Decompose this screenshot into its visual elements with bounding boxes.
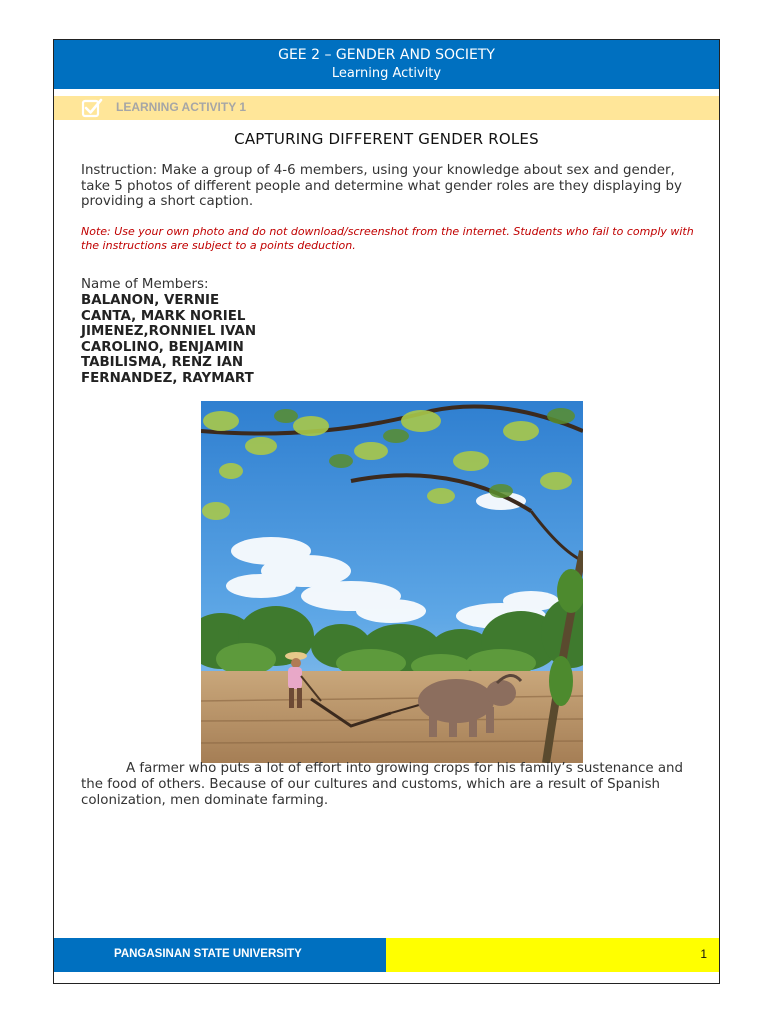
instruction-text: Instruction: Make a group of 4-6 members, using your knowledge about sex and gender, take 5 photos of different people and determine what gender roles are they displaying by providing a short caption. xyxy=(81,163,682,209)
page-header xyxy=(54,40,719,89)
member-name: FERNANDEZ, RAYMART xyxy=(81,370,254,386)
activity-banner xyxy=(54,96,719,120)
header-subtitle: Learning Activity xyxy=(331,66,442,81)
footer-page xyxy=(386,938,719,972)
member-name: JIMENEZ,RONNIEL IVAN xyxy=(81,324,257,340)
member-name: TABILISMA, RENZ IAN xyxy=(81,355,244,371)
checkbox-icon xyxy=(81,97,103,119)
course-title: GEE 2 – GENDER AND SOCIETY xyxy=(278,47,495,63)
members-heading: Name of Members: xyxy=(81,277,209,292)
note-text: Note: Use your own photo and do not download/screenshot from the internet. Students who fail to comply with the instructions are subject to a points deduction. xyxy=(81,225,694,252)
document-page xyxy=(53,39,720,984)
university-name: PANGASINAN STATE UNIVERSITY xyxy=(114,948,302,960)
member-name: CAROLINO, BENJAMIN xyxy=(81,339,244,355)
activity-title: CAPTURING DIFFERENT GENDER ROLES xyxy=(234,130,539,148)
member-name: BALANON, VERNIE xyxy=(81,293,220,308)
activity-label: LEARNING ACTIVITY 1 xyxy=(116,100,247,114)
footer-university xyxy=(54,938,386,972)
member-list xyxy=(81,293,256,387)
page-number: 1 xyxy=(700,947,707,961)
member-name: CANTA, MARK NORIEL xyxy=(81,308,246,324)
photo-caption: A farmer who puts a lot of effort into growing crops for his family’s sustenance and the food of others. Because of our cultures and customs, which are a result of Spanish colonization, men dominate farming. xyxy=(81,761,684,808)
farmer-carabao-photo xyxy=(201,401,583,763)
